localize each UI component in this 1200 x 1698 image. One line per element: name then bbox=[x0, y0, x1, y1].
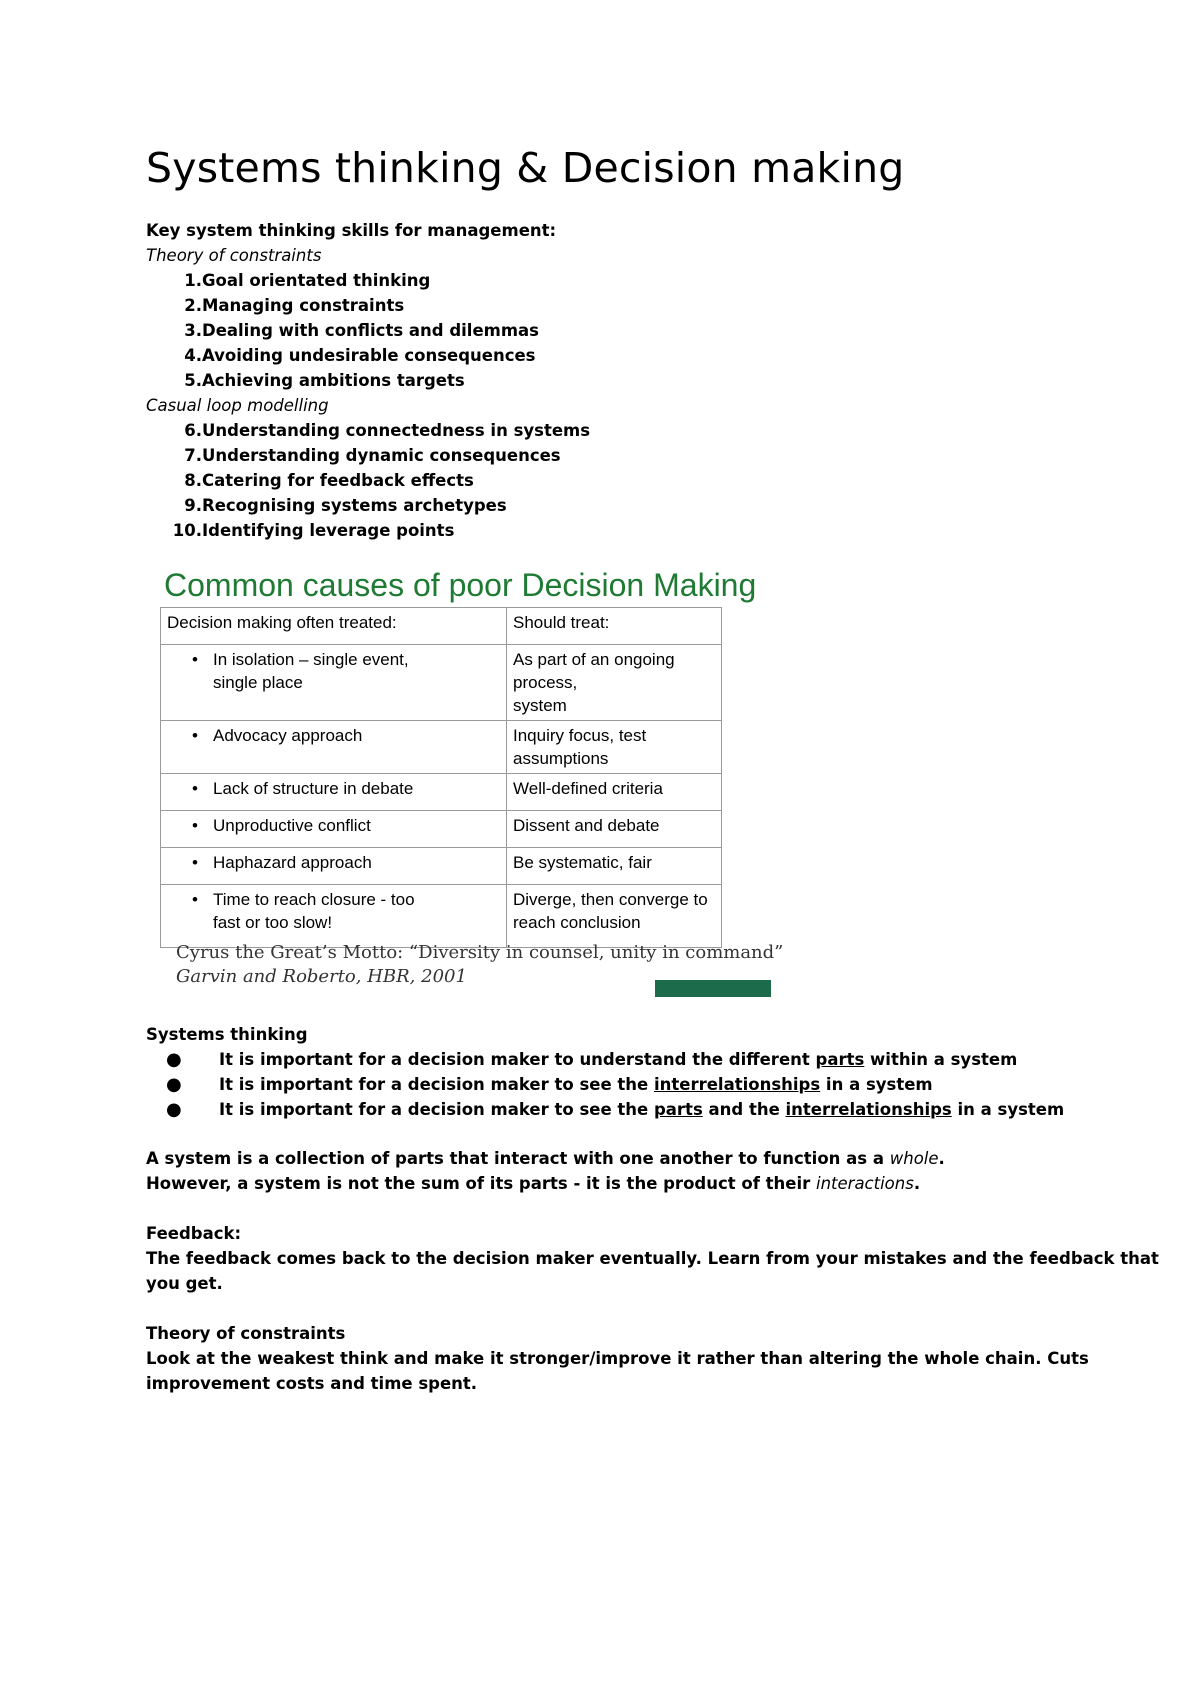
theory-of-constraints-heading: Theory of constraints bbox=[146, 1324, 346, 1343]
list-item bbox=[146, 368, 465, 393]
constraints-text-line-2: improvement costs and time spent. bbox=[146, 1374, 478, 1393]
table-header-often-treated: Decision making often treated: bbox=[161, 608, 507, 645]
table-cell bbox=[507, 885, 722, 948]
list-item bbox=[146, 293, 405, 318]
text-span: . bbox=[913, 1174, 921, 1193]
comparison-table bbox=[160, 607, 722, 948]
list-number: 7. bbox=[184, 446, 202, 465]
list-item-text: Recognising systems archetypes bbox=[202, 496, 507, 515]
bullet-icon: • bbox=[192, 779, 198, 798]
systems-thinking-heading: Systems thinking bbox=[146, 1025, 308, 1044]
list-item bbox=[146, 268, 431, 293]
bullet-icon: • bbox=[192, 650, 198, 669]
table-cell bbox=[507, 721, 722, 774]
list-number: 6. bbox=[184, 421, 202, 440]
bullet-icon: • bbox=[192, 890, 198, 909]
cell-line: fast or too slow! bbox=[213, 913, 333, 932]
table-cell bbox=[507, 645, 722, 721]
figure-quote: Cyrus the Great’s Motto: “Diversity in counsel, unity in command” bbox=[176, 942, 784, 963]
list-number: 10. bbox=[172, 521, 202, 540]
list-item-text: Goal orientated thinking bbox=[202, 271, 431, 290]
cell-line: Haphazard approach bbox=[213, 853, 372, 872]
bullet-icon: • bbox=[192, 726, 198, 745]
cell-line: Diverge, then converge to bbox=[513, 890, 708, 909]
feedback-text-line-1: The feedback comes back to the decision maker eventually. Learn from your mistakes and the feedback that bbox=[146, 1249, 1159, 1268]
list-number: 8. bbox=[184, 471, 202, 490]
cell-line: single place bbox=[213, 673, 303, 692]
list-item-text: Avoiding undesirable consequences bbox=[202, 346, 536, 365]
table-cell bbox=[161, 645, 507, 721]
bullet-icon: ● bbox=[166, 1074, 182, 1095]
feedback-heading: Feedback: bbox=[146, 1224, 242, 1243]
constraints-skills-list bbox=[146, 268, 539, 393]
bullet-icon: ● bbox=[166, 1049, 182, 1070]
cell-line: Well-defined criteria bbox=[513, 779, 663, 798]
list-number: 3. bbox=[184, 321, 202, 340]
underlined-term: parts bbox=[815, 1050, 865, 1069]
list-item bbox=[146, 343, 536, 368]
underlined-term: interrelationships bbox=[653, 1075, 821, 1094]
table-cell bbox=[161, 721, 507, 774]
table-row bbox=[161, 645, 722, 721]
text-span: It is important for a decision maker to see the bbox=[219, 1075, 654, 1094]
cell-line: system bbox=[513, 696, 567, 715]
table-row bbox=[161, 721, 722, 774]
page-title: Systems thinking & Decision making bbox=[146, 144, 905, 192]
bullet-text bbox=[219, 1097, 1064, 1122]
system-definition-line-1 bbox=[146, 1146, 945, 1171]
section-label-theory-of-constraints: Theory of constraints bbox=[146, 246, 322, 265]
text-span: It is important for a decision maker to see the bbox=[219, 1100, 654, 1119]
bullet-icon: • bbox=[192, 816, 198, 835]
bullet-icon: ● bbox=[166, 1099, 182, 1120]
list-item bbox=[146, 493, 507, 518]
table-cell bbox=[507, 848, 722, 885]
underlined-term: parts bbox=[653, 1100, 703, 1119]
list-item bbox=[146, 443, 561, 468]
poor-decision-making-figure bbox=[146, 562, 784, 1002]
list-item-text: Achieving ambitions targets bbox=[202, 371, 465, 390]
emphasis: interactions bbox=[816, 1174, 914, 1193]
underlined-term: interrelationships bbox=[785, 1100, 952, 1119]
list-number: 5. bbox=[184, 371, 202, 390]
table-cell bbox=[161, 811, 507, 848]
emphasis: whole bbox=[889, 1149, 939, 1168]
table-cell bbox=[161, 885, 507, 948]
cell-line: Lack of structure in debate bbox=[213, 779, 414, 798]
list-number: 4. bbox=[184, 346, 202, 365]
text-span: However, a system is not the sum of its parts - it is the product of their bbox=[146, 1174, 816, 1193]
list-item bbox=[146, 318, 539, 343]
table-row bbox=[161, 811, 722, 848]
table-cell bbox=[507, 774, 722, 811]
text-span: . bbox=[938, 1149, 945, 1168]
list-item-text: Identifying leverage points bbox=[202, 521, 455, 540]
list-item-text: Dealing with conflicts and dilemmas bbox=[202, 321, 539, 340]
loop-modelling-skills-list bbox=[146, 418, 591, 543]
cell-line: reach conclusion bbox=[513, 913, 641, 932]
list-number: 2. bbox=[184, 296, 202, 315]
list-number: 1. bbox=[184, 271, 202, 290]
bullet-text bbox=[219, 1047, 1017, 1072]
figure-title: Common causes of poor Decision Making bbox=[164, 567, 757, 603]
text-span: in a system bbox=[820, 1075, 933, 1094]
text-span: and the bbox=[702, 1100, 786, 1119]
publisher-banner bbox=[655, 980, 771, 997]
cell-line: Time to reach closure - too bbox=[213, 890, 415, 909]
table-cell bbox=[507, 811, 722, 848]
list-item-text: Understanding connectedness in systems bbox=[202, 421, 591, 440]
text-span: in a system bbox=[951, 1100, 1065, 1119]
table-header-row bbox=[161, 608, 722, 645]
bullet-text bbox=[219, 1072, 933, 1097]
cell-line: Unproductive conflict bbox=[213, 816, 371, 835]
table-cell bbox=[161, 848, 507, 885]
section-label-casual-loop-modelling: Casual loop modelling bbox=[146, 396, 329, 415]
cell-line: Inquiry focus, test assumptions bbox=[513, 726, 647, 768]
feedback-text-line-2: you get. bbox=[146, 1274, 223, 1293]
table-header-should-treat: Should treat: bbox=[507, 608, 722, 645]
list-item-text: Managing constraints bbox=[202, 296, 405, 315]
table-row bbox=[161, 885, 722, 948]
list-item bbox=[146, 418, 591, 443]
bullet-icon: • bbox=[192, 853, 198, 872]
list-item bbox=[146, 468, 474, 493]
key-skills-heading: Key system thinking skills for management: bbox=[146, 221, 557, 240]
cell-line: Advocacy approach bbox=[213, 726, 363, 745]
table-cell bbox=[161, 774, 507, 811]
text-span: within a system bbox=[864, 1050, 1018, 1069]
list-number: 9. bbox=[184, 496, 202, 515]
table-row bbox=[161, 848, 722, 885]
cell-line: Dissent and debate bbox=[513, 816, 660, 835]
list-item bbox=[146, 518, 455, 543]
list-item-text: Catering for feedback effects bbox=[202, 471, 474, 490]
cell-line: In isolation – single event, bbox=[213, 650, 409, 669]
text-span: A system is a collection of parts that interact with one another to function as a bbox=[146, 1149, 890, 1168]
text-span: It is important for a decision maker to understand the different bbox=[219, 1050, 816, 1069]
table-row bbox=[161, 774, 722, 811]
cell-line: As part of an ongoing process, bbox=[513, 650, 675, 692]
constraints-text-line-1: Look at the weakest think and make it stronger/improve it rather than altering the whole chain. Cuts bbox=[146, 1349, 1089, 1368]
cell-line: Be systematic, fair bbox=[513, 853, 652, 872]
list-item-text: Understanding dynamic consequences bbox=[202, 446, 561, 465]
figure-citation: Garvin and Roberto, HBR, 2001 bbox=[176, 966, 467, 987]
system-definition-line-2 bbox=[146, 1171, 920, 1196]
